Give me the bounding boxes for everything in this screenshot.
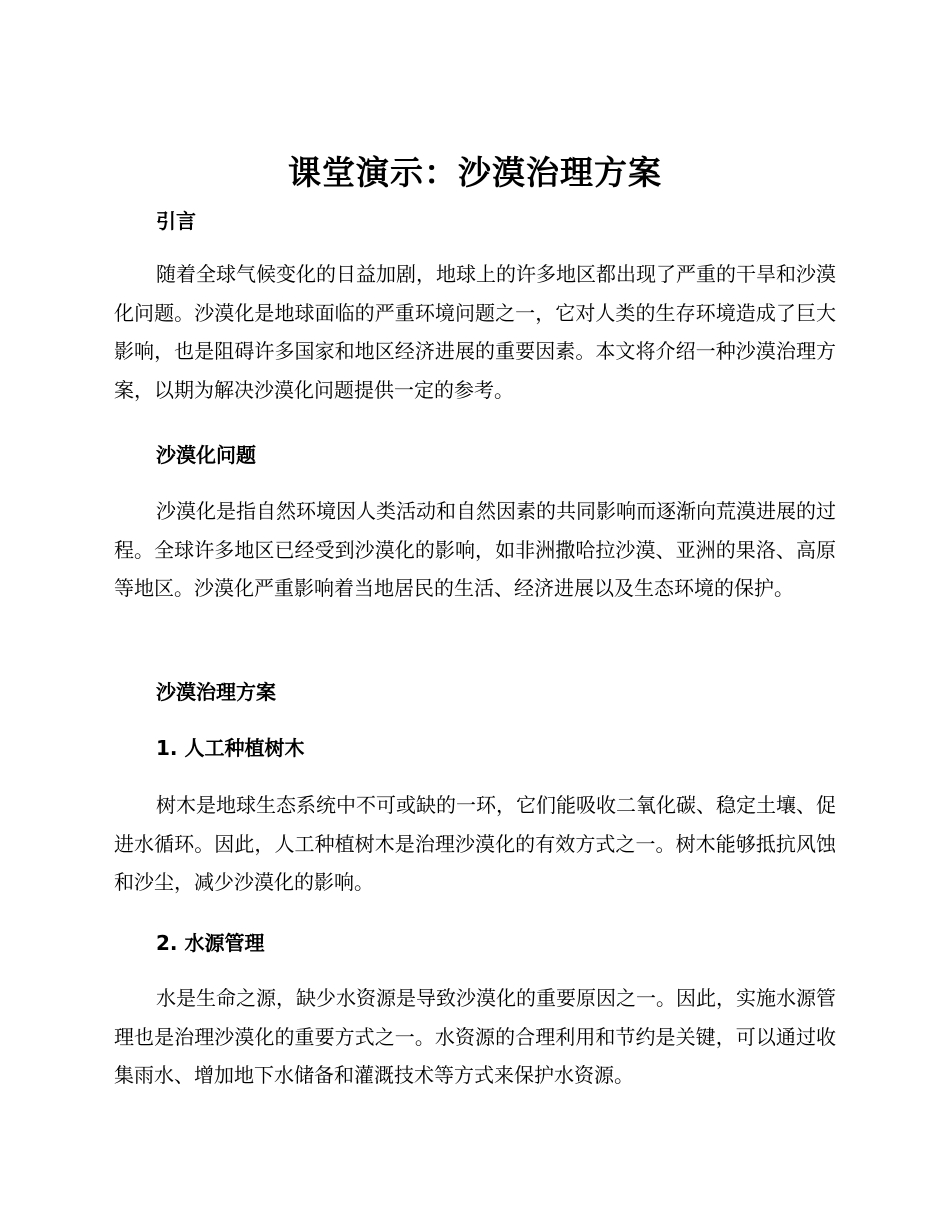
section-heading-intro: 引言 — [156, 209, 196, 233]
section-heading-desertification-problem: 沙漠化问题 — [156, 443, 256, 467]
subheading-water-management: 2. 水源管理 — [156, 931, 265, 955]
paragraph-desertification-problem: 沙漠化是指自然环境因人类活动和自然因素的共同影响而逐渐向荒漠进展的过程。全球许多地区已经受到沙漠化的影响，如非洲撒哈拉沙漠、亚洲的果洛、高原等地区。沙漠化严重影响着当地居民的生活、经济进展以及生态环境的保护。 — [114, 499, 836, 600]
section-heading-treatment-plan: 沙漠治理方案 — [156, 680, 276, 704]
paragraph-intro: 随着全球气候变化的日益加剧，地球上的许多地区都出现了严重的干旱和沙漠化问题。沙漠化是地球面临的严重环境问题之一，它对人类的生存环境造成了巨大影响，也是阻碍许多国家和地区经济进展的重要因素。本文将介绍一种沙漠治理方案，以期为解决沙漠化问题提供一定的参考。 — [114, 262, 836, 402]
paragraph-water-management: 水是生命之源，缺少水资源是导致沙漠化的重要原因之一。因此，实施水源管理也是治理沙漠化的重要方式之一。水资源的合理利用和节约是关键，可以通过收集雨水、增加地下水储备和灌溉技术等方式来保护水资源。 — [114, 986, 836, 1087]
paragraph-plant-trees: 树木是地球生态系统中不可或缺的一环，它们能吸收二氧化碳、稳定土壤、促进水循环。因此，人工种植树木是治理沙漠化的有效方式之一。树木能够抵抗风蚀和沙尘，减少沙漠化的影响。 — [114, 793, 836, 894]
subheading-plant-trees: 1. 人工种植树木 — [156, 736, 305, 760]
document-title: 课堂演示：沙漠治理方案 — [288, 153, 662, 192]
